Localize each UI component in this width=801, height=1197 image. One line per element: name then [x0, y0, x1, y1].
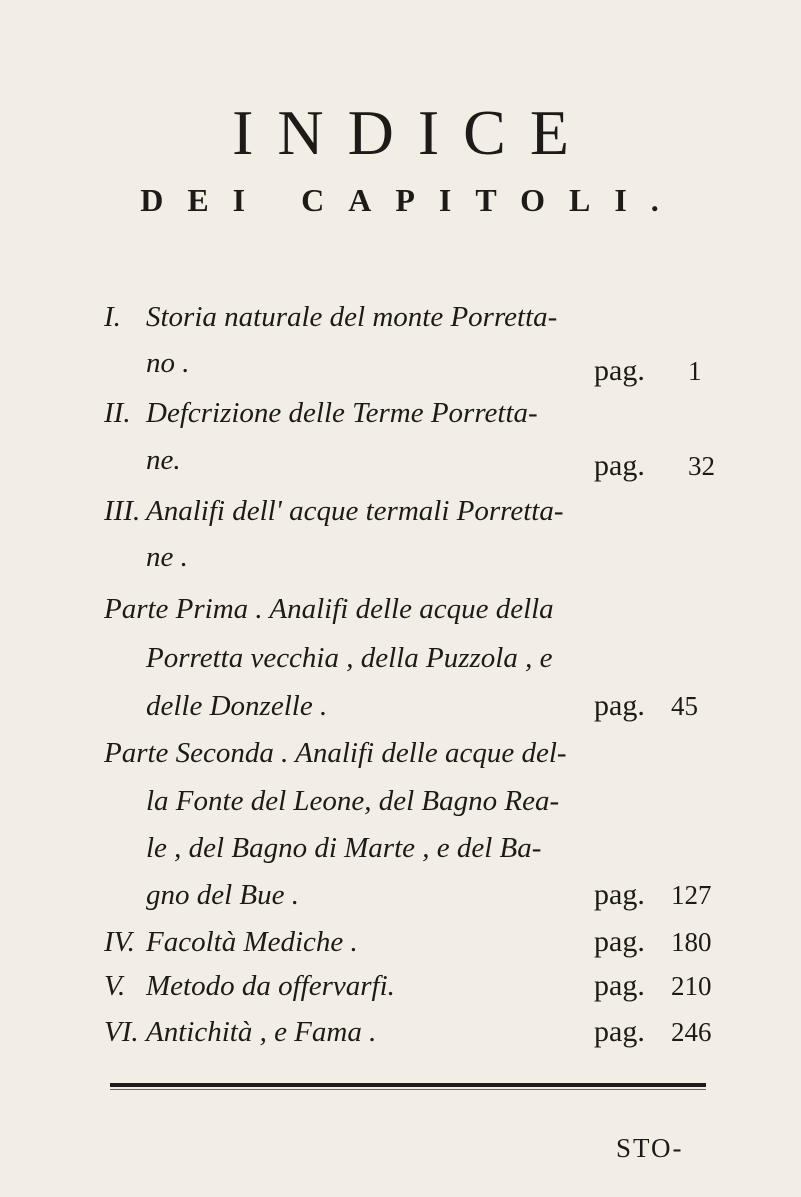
- toc-part-2-line-4: [0, 875, 801, 915]
- chapter-title: Facoltà Mediche .: [146, 926, 358, 958]
- chapter-number: IV.: [104, 926, 135, 958]
- page-number: 1: [688, 356, 702, 386]
- page-number: 180: [671, 927, 712, 957]
- page-label: pag.: [594, 354, 645, 387]
- page-number: 32: [688, 451, 715, 481]
- page-label: pag.: [594, 925, 645, 958]
- divider-rule-thin: [110, 1089, 706, 1090]
- chapter-title: Analifi dell' acque termali Porretta-: [146, 495, 564, 527]
- part-title-cont: la Fonte del Leone, del Bagno Rea-: [146, 785, 560, 817]
- page-number: 45: [671, 691, 698, 721]
- chapter-title: Metodo da offervarfi.: [146, 970, 395, 1002]
- part-title-cont: le , del Bagno di Marte , e del Ba-: [146, 832, 542, 864]
- toc-entry-1-page: [0, 351, 801, 391]
- toc-entry-5: [0, 966, 801, 1006]
- chapter-number: II.: [104, 397, 131, 429]
- chapter-title: Antichità , e Fama .: [146, 1016, 377, 1048]
- page-number: 127: [671, 880, 712, 910]
- divider-rule: [110, 1083, 706, 1087]
- page-number: 210: [671, 971, 712, 1001]
- page-label: pag.: [594, 449, 645, 482]
- page-title: INDICE: [232, 97, 593, 168]
- chapter-number: I.: [104, 301, 121, 333]
- chapter-number: V.: [104, 970, 126, 1002]
- part-title: Parte Seconda . Analifi delle acque del-: [104, 737, 567, 769]
- catchword: STO-: [616, 1133, 684, 1163]
- page-label: pag.: [594, 969, 645, 1002]
- chapter-title-cont: no .: [146, 347, 190, 379]
- page-number: 246: [671, 1017, 712, 1047]
- chapter-number: III.: [104, 495, 141, 527]
- chapter-title: Defcrizione delle Terme Porretta-: [146, 397, 538, 429]
- part-title-cont: delle Donzelle .: [146, 690, 328, 722]
- toc-entry-6: [0, 1012, 801, 1052]
- chapter-title-cont: ne .: [146, 541, 188, 573]
- part-title: Parte Prima . Analifi delle acque della: [104, 593, 554, 625]
- page-label: pag.: [594, 689, 645, 722]
- page-label: pag.: [594, 878, 645, 911]
- chapter-title: Storia naturale del monte Porretta-: [146, 301, 558, 333]
- chapter-title-cont: ne.: [146, 444, 181, 476]
- page-subtitle: DEI CAPITOLI.: [140, 182, 683, 218]
- part-title-cont: gno del Bue .: [146, 879, 300, 911]
- page-label: pag.: [594, 1015, 645, 1048]
- toc-entry-4: [0, 922, 801, 962]
- part-title-cont: Porretta vecchia , della Puzzola , e: [146, 642, 553, 674]
- toc-entry-2-page: [0, 446, 801, 486]
- toc-part-1-line-3: [0, 686, 801, 726]
- chapter-number: VI.: [104, 1016, 139, 1048]
